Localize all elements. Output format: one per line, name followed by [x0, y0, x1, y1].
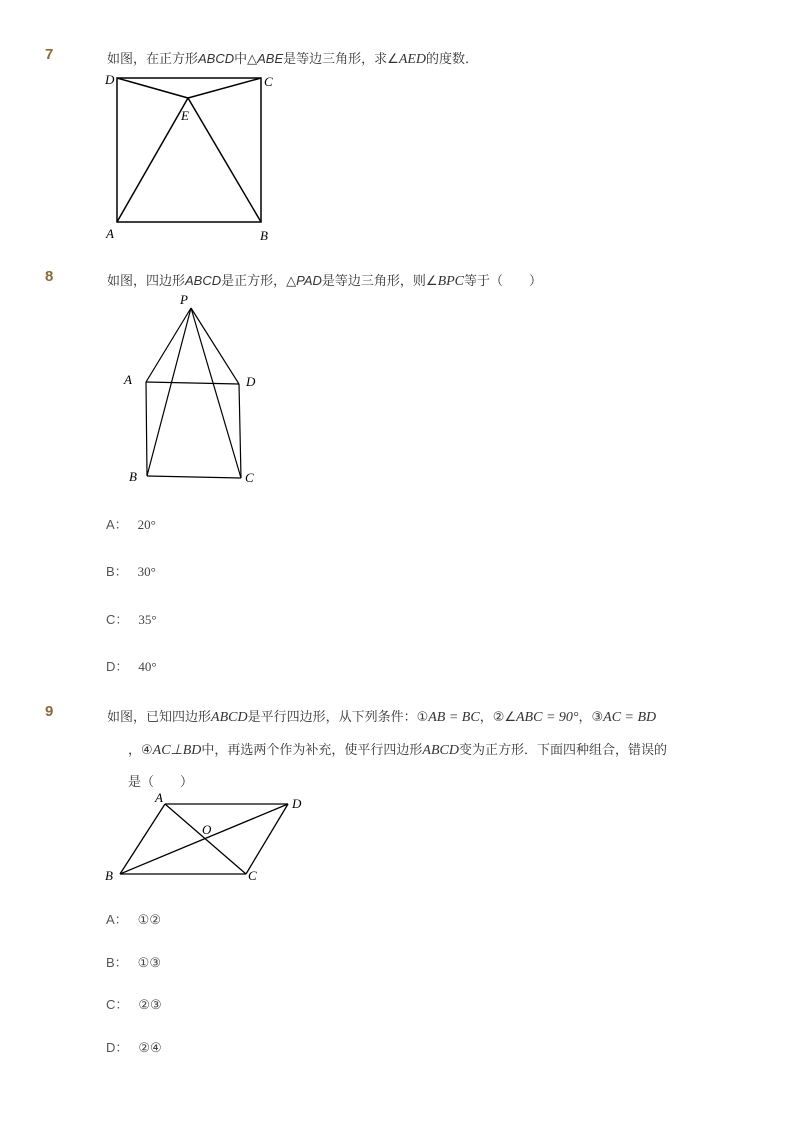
answer-option-d[interactable]: D： 40°: [106, 659, 157, 674]
vertex-label: D: [292, 796, 302, 811]
question-number: 9: [45, 703, 54, 720]
question-text: 如图，已知四边形ABCD是平行四边形，从下列条件：①AB = BC，②∠ABC = 90°，③AC = BD: [107, 710, 657, 725]
vertex-label: B: [129, 469, 137, 484]
vertex-label: A: [124, 372, 132, 387]
question-text-cont: 是（ ）: [128, 775, 194, 790]
answer-option-c[interactable]: C： ②③: [106, 997, 162, 1012]
vertex-label: D: [246, 374, 256, 389]
answer-option-b[interactable]: B： ①③: [106, 955, 161, 970]
square-triangle-figure: [100, 68, 290, 248]
vertex-label: A: [106, 226, 114, 241]
vertex-label: B: [260, 228, 268, 243]
question-text-cont: ，④AC⊥BD中，再选两个作为补充，使平行四边形ABCD变为正方形．下面四种组合，错误的: [128, 743, 667, 758]
parallelogram-figure: [100, 790, 320, 890]
vertex-label: C: [264, 74, 273, 89]
answer-option-a[interactable]: A： 20°: [106, 517, 156, 532]
question-text: 如图，在正方形ABCD中△ABE是等边三角形，求∠AED的度数．: [107, 51, 479, 67]
vertex-label: D: [105, 72, 115, 87]
vertex-label: B: [105, 868, 113, 883]
vertex-label: C: [248, 868, 257, 883]
vertex-label: P: [180, 292, 188, 307]
question-number: 8: [45, 268, 54, 285]
question-text: 如图，四边形ABCD是正方形，△PAD是等边三角形，则∠BPC等于（ ）: [107, 273, 543, 289]
answer-option-d[interactable]: D： ②④: [106, 1040, 162, 1055]
vertex-label: A: [155, 790, 163, 805]
vertex-label: E: [181, 108, 189, 123]
question-number: 7: [45, 46, 54, 63]
answer-option-b[interactable]: B： 30°: [106, 564, 156, 579]
vertex-label: C: [245, 470, 254, 485]
answer-option-a[interactable]: A： ①②: [106, 912, 161, 927]
square-pentagon-figure: [115, 288, 275, 493]
answer-option-c[interactable]: C： 35°: [106, 612, 157, 627]
vertex-label: O: [202, 822, 212, 837]
